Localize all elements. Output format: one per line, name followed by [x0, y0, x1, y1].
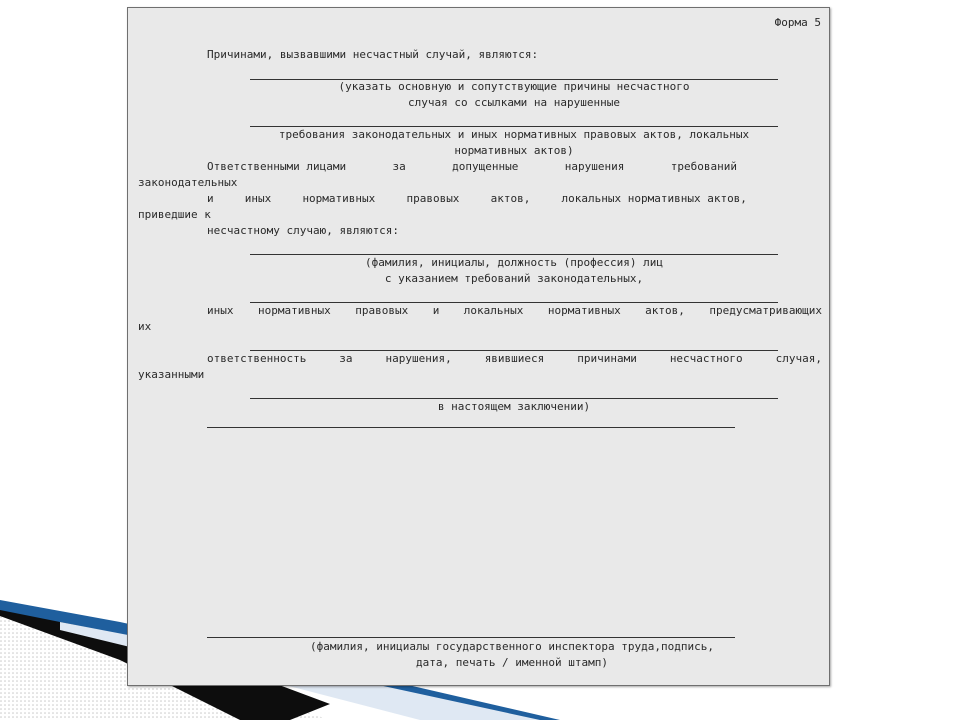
conclusion-fill-line	[250, 398, 778, 399]
causes-hint-2: случая со ссылками на нарушенные	[408, 96, 620, 109]
causes-hint-1: (указать основную и сопутствующие причины несчастного	[338, 80, 690, 93]
other-acts-line-b: их	[138, 320, 152, 333]
signature-hint-2: дата, печать / именной штамп)	[415, 656, 609, 669]
causes-heading: Причинами, вызвавшими несчастный случай, являются:	[207, 48, 539, 61]
persons-hint-2: с указанием требований законодательных,	[384, 272, 644, 285]
causes-hint-3: требования законодательных и иных нормативных правовых актов, локальных	[278, 128, 750, 141]
responsible-line-2: и иных нормативных правовых актов, локальных нормативных актов,	[207, 192, 747, 205]
acts-fill-line	[250, 302, 778, 303]
causes-fill-line-2	[250, 126, 778, 127]
extra-fill-line	[207, 427, 735, 428]
responsible-line-2b: приведшие к	[138, 208, 211, 221]
causes-hint-4: нормативных актов)	[454, 144, 574, 157]
signature-fill-line	[207, 637, 735, 638]
form-number: Форма 5	[774, 16, 821, 29]
other-acts-line: иных нормативных правовых и локальных нормативных актов, предусматривающих	[207, 304, 822, 317]
responsible-line-3: несчастному случаю, являются:	[207, 224, 400, 237]
responsible-line-1b: законодательных	[138, 176, 238, 189]
persons-hint-1: (фамилия, инициалы, должность (профессия) лиц	[364, 256, 663, 269]
liability-line: ответственность за нарушения, явившиеся причинами несчастного случая,	[207, 352, 822, 365]
responsible-line-1: Ответственными лицами за допущенные нарушения требований	[207, 160, 737, 173]
liability-fill-line	[250, 350, 778, 351]
signature-hint-1: (фамилия, инициалы государственного инспектора труда,подпись,	[310, 640, 714, 653]
persons-fill-line	[250, 254, 778, 255]
form-panel	[127, 7, 830, 686]
liability-line-b: указанными	[138, 368, 205, 381]
in-conclusion-hint: в настоящем заключении)	[437, 400, 591, 413]
